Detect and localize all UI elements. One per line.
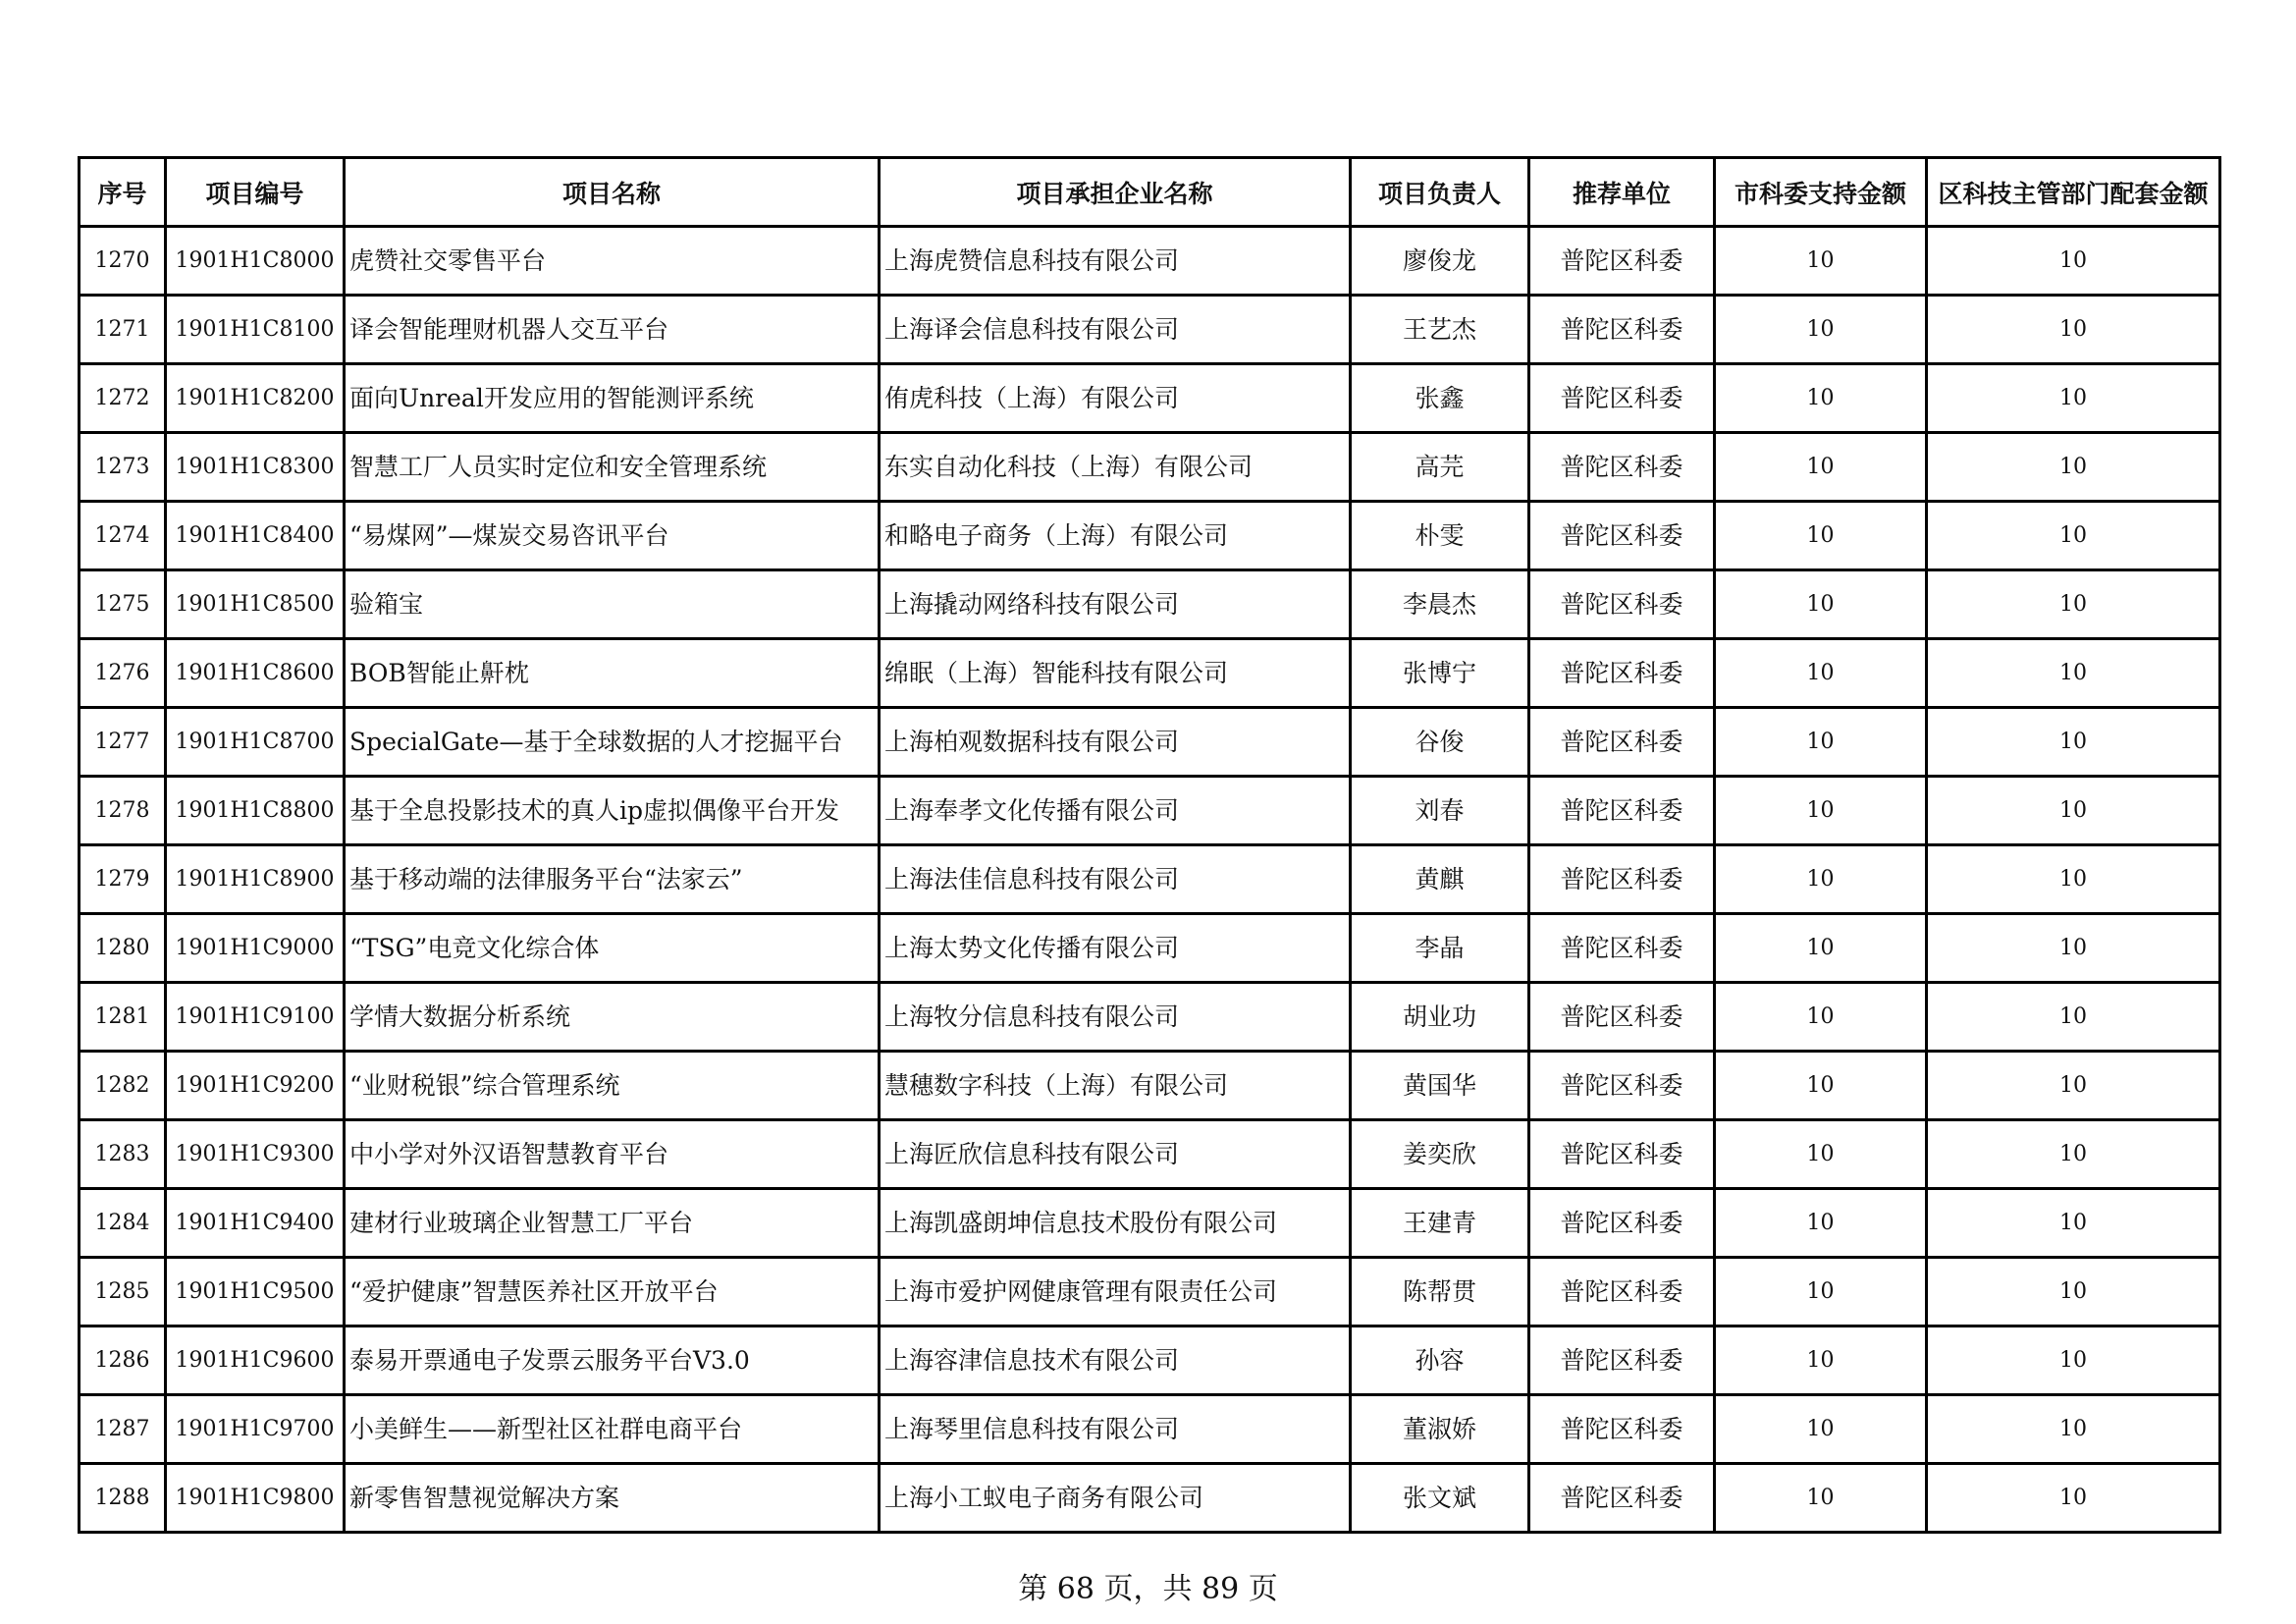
cell-index: 1272 [80, 364, 166, 433]
cell-recommender: 普陀区科委 [1529, 364, 1715, 433]
table-row [80, 433, 2220, 502]
cell-recommender: 普陀区科委 [1529, 777, 1715, 845]
cell-project-code: 1901H1C9300 [166, 1120, 345, 1189]
cell-district-matching-amount: 10 [1927, 364, 2220, 433]
cell-project-lead: 董淑娇 [1351, 1395, 1529, 1464]
cell-project-name: “TSG”电竞文化综合体 [345, 914, 880, 983]
cell-project-code: 1901H1C8400 [166, 502, 345, 570]
cell-index: 1281 [80, 983, 166, 1052]
cell-project-lead: 孙容 [1351, 1326, 1529, 1395]
cell-project-name: 基于移动端的法律服务平台“法家云” [345, 845, 880, 914]
cell-recommender: 普陀区科委 [1529, 227, 1715, 296]
cell-project-name: 虎赞社交零售平台 [345, 227, 880, 296]
cell-project-lead: 张博宁 [1351, 639, 1529, 708]
cell-recommender: 普陀区科委 [1529, 914, 1715, 983]
cell-district-matching-amount: 10 [1927, 1189, 2220, 1258]
cell-company-name: 上海市爱护网健康管理有限责任公司 [880, 1258, 1351, 1326]
cell-index: 1270 [80, 227, 166, 296]
cell-city-support-amount: 10 [1715, 1395, 1927, 1464]
cell-city-support-amount: 10 [1715, 433, 1927, 502]
cell-project-name: 验箱宝 [345, 570, 880, 639]
cell-index: 1279 [80, 845, 166, 914]
cell-project-lead: 刘春 [1351, 777, 1529, 845]
cell-city-support-amount: 10 [1715, 1258, 1927, 1326]
cell-company-name: 慧穗数字科技（上海）有限公司 [880, 1052, 1351, 1120]
cell-city-support-amount: 10 [1715, 296, 1927, 364]
cell-district-matching-amount: 10 [1927, 227, 2220, 296]
footer-prefix: 第 [1018, 1572, 1057, 1606]
cell-city-support-amount: 10 [1715, 914, 1927, 983]
cell-project-name: “爱护健康”智慧医养社区开放平台 [345, 1258, 880, 1326]
cell-recommender: 普陀区科委 [1529, 570, 1715, 639]
cell-recommender: 普陀区科委 [1529, 1258, 1715, 1326]
header-city-support-amount: 市科委支持金额 [1715, 158, 1927, 227]
cell-index: 1284 [80, 1189, 166, 1258]
cell-project-code: 1901H1C9700 [166, 1395, 345, 1464]
cell-company-name: 上海琴里信息科技有限公司 [880, 1395, 1351, 1464]
cell-city-support-amount: 10 [1715, 845, 1927, 914]
cell-project-code: 1901H1C8800 [166, 777, 345, 845]
cell-project-lead: 陈帮贯 [1351, 1258, 1529, 1326]
cell-recommender: 普陀区科委 [1529, 1052, 1715, 1120]
cell-district-matching-amount: 10 [1927, 983, 2220, 1052]
cell-company-name: 上海小工蚁电子商务有限公司 [880, 1464, 1351, 1533]
cell-project-name: “业财税银”综合管理系统 [345, 1052, 880, 1120]
cell-company-name: 上海太势文化传播有限公司 [880, 914, 1351, 983]
cell-project-name: 小美鲜生——新型社区社群电商平台 [345, 1395, 880, 1464]
cell-project-code: 1901H1C9400 [166, 1189, 345, 1258]
cell-index: 1278 [80, 777, 166, 845]
cell-project-lead: 王建青 [1351, 1189, 1529, 1258]
cell-index: 1283 [80, 1120, 166, 1189]
cell-company-name: 上海撬动网络科技有限公司 [880, 570, 1351, 639]
table-row [80, 1395, 2220, 1464]
cell-project-lead: 李晨杰 [1351, 570, 1529, 639]
table-row [80, 1326, 2220, 1395]
cell-project-code: 1901H1C8500 [166, 570, 345, 639]
cell-project-lead: 姜奕欣 [1351, 1120, 1529, 1189]
cell-index: 1277 [80, 708, 166, 777]
cell-project-code: 1901H1C8700 [166, 708, 345, 777]
cell-city-support-amount: 10 [1715, 364, 1927, 433]
cell-company-name: 上海虎赞信息科技有限公司 [880, 227, 1351, 296]
cell-index: 1285 [80, 1258, 166, 1326]
cell-index: 1273 [80, 433, 166, 502]
cell-project-name: 中小学对外汉语智慧教育平台 [345, 1120, 880, 1189]
project-table-container [78, 156, 2218, 1534]
cell-company-name: 东实自动化科技（上海）有限公司 [880, 433, 1351, 502]
table-row [80, 227, 2220, 296]
cell-project-code: 1901H1C8100 [166, 296, 345, 364]
cell-recommender: 普陀区科委 [1529, 433, 1715, 502]
cell-district-matching-amount: 10 [1927, 1395, 2220, 1464]
cell-index: 1271 [80, 296, 166, 364]
header-project-code: 项目编号 [166, 158, 345, 227]
table-row [80, 502, 2220, 570]
cell-recommender: 普陀区科委 [1529, 502, 1715, 570]
cell-project-code: 1901H1C8900 [166, 845, 345, 914]
cell-project-code: 1901H1C8200 [166, 364, 345, 433]
cell-company-name: 上海译会信息科技有限公司 [880, 296, 1351, 364]
cell-project-code: 1901H1C9800 [166, 1464, 345, 1533]
cell-index: 1288 [80, 1464, 166, 1533]
cell-project-lead: 朴雯 [1351, 502, 1529, 570]
cell-project-lead: 张文斌 [1351, 1464, 1529, 1533]
cell-project-code: 1901H1C9500 [166, 1258, 345, 1326]
header-project-lead: 项目负责人 [1351, 158, 1529, 227]
cell-district-matching-amount: 10 [1927, 1120, 2220, 1189]
cell-project-lead: 王艺杰 [1351, 296, 1529, 364]
cell-city-support-amount: 10 [1715, 502, 1927, 570]
cell-project-name: 学情大数据分析系统 [345, 983, 880, 1052]
header-company-name: 项目承担企业名称 [880, 158, 1351, 227]
cell-city-support-amount: 10 [1715, 1464, 1927, 1533]
cell-city-support-amount: 10 [1715, 639, 1927, 708]
cell-recommender: 普陀区科委 [1529, 983, 1715, 1052]
header-recommender: 推荐单位 [1529, 158, 1715, 227]
cell-district-matching-amount: 10 [1927, 1052, 2220, 1120]
cell-city-support-amount: 10 [1715, 1189, 1927, 1258]
cell-project-code: 1901H1C9600 [166, 1326, 345, 1395]
cell-company-name: 上海匠欣信息科技有限公司 [880, 1120, 1351, 1189]
cell-company-name: 上海牧分信息科技有限公司 [880, 983, 1351, 1052]
table-row [80, 296, 2220, 364]
cell-project-lead: 张鑫 [1351, 364, 1529, 433]
cell-project-name: 新零售智慧视觉解决方案 [345, 1464, 880, 1533]
cell-recommender: 普陀区科委 [1529, 296, 1715, 364]
footer-suffix: 页 [1239, 1572, 1278, 1606]
header-district-matching-amount: 区科技主管部门配套金额 [1927, 158, 2220, 227]
cell-district-matching-amount: 10 [1927, 639, 2220, 708]
cell-index: 1287 [80, 1395, 166, 1464]
cell-district-matching-amount: 10 [1927, 1326, 2220, 1395]
cell-index: 1275 [80, 570, 166, 639]
table-row [80, 1464, 2220, 1533]
table-row [80, 639, 2220, 708]
cell-project-code: 1901H1C8600 [166, 639, 345, 708]
cell-index: 1274 [80, 502, 166, 570]
cell-project-lead: 高芫 [1351, 433, 1529, 502]
cell-company-name: 和略电子商务（上海）有限公司 [880, 502, 1351, 570]
table-row [80, 364, 2220, 433]
cell-index: 1286 [80, 1326, 166, 1395]
cell-project-code: 1901H1C9000 [166, 914, 345, 983]
table-header-row [80, 158, 2220, 227]
table-body [80, 227, 2220, 1533]
footer-middle: 页，共 [1094, 1572, 1202, 1606]
cell-project-lead: 谷俊 [1351, 708, 1529, 777]
cell-company-name: 上海柏观数据科技有限公司 [880, 708, 1351, 777]
cell-project-code: 1901H1C9200 [166, 1052, 345, 1120]
cell-city-support-amount: 10 [1715, 227, 1927, 296]
cell-city-support-amount: 10 [1715, 570, 1927, 639]
cell-project-name: 面向Unreal开发应用的智能测评系统 [345, 364, 880, 433]
cell-index: 1282 [80, 1052, 166, 1120]
cell-district-matching-amount: 10 [1927, 570, 2220, 639]
table-row [80, 914, 2220, 983]
cell-project-lead: 胡业功 [1351, 983, 1529, 1052]
table-row [80, 983, 2220, 1052]
cell-index: 1276 [80, 639, 166, 708]
table-row [80, 1258, 2220, 1326]
header-index: 序号 [80, 158, 166, 227]
cell-city-support-amount: 10 [1715, 1326, 1927, 1395]
cell-recommender: 普陀区科委 [1529, 845, 1715, 914]
cell-recommender: 普陀区科委 [1529, 1395, 1715, 1464]
cell-project-name: 泰易开票通电子发票云服务平台V3.0 [345, 1326, 880, 1395]
cell-district-matching-amount: 10 [1927, 845, 2220, 914]
cell-recommender: 普陀区科委 [1529, 1326, 1715, 1395]
footer-page-number: 68 [1056, 1572, 1095, 1606]
cell-recommender: 普陀区科委 [1529, 1189, 1715, 1258]
cell-project-name: 基于全息投影技术的真人ip虚拟偶像平台开发 [345, 777, 880, 845]
cell-district-matching-amount: 10 [1927, 502, 2220, 570]
cell-company-name: 侑虎科技（上海）有限公司 [880, 364, 1351, 433]
header-project-name: 项目名称 [345, 158, 880, 227]
cell-district-matching-amount: 10 [1927, 296, 2220, 364]
cell-district-matching-amount: 10 [1927, 777, 2220, 845]
cell-project-code: 1901H1C9100 [166, 983, 345, 1052]
page-footer [0, 1564, 2296, 1607]
cell-district-matching-amount: 10 [1927, 1258, 2220, 1326]
cell-company-name: 上海奉孝文化传播有限公司 [880, 777, 1351, 845]
table-row [80, 708, 2220, 777]
cell-project-lead: 黄国华 [1351, 1052, 1529, 1120]
cell-district-matching-amount: 10 [1927, 914, 2220, 983]
footer-total-pages: 89 [1201, 1572, 1240, 1606]
cell-recommender: 普陀区科委 [1529, 639, 1715, 708]
cell-project-name: 智慧工厂人员实时定位和安全管理系统 [345, 433, 880, 502]
cell-recommender: 普陀区科委 [1529, 708, 1715, 777]
cell-company-name: 上海凯盛朗坤信息技术股份有限公司 [880, 1189, 1351, 1258]
cell-project-lead: 李晶 [1351, 914, 1529, 983]
cell-company-name: 上海容津信息技术有限公司 [880, 1326, 1351, 1395]
cell-project-lead: 廖俊龙 [1351, 227, 1529, 296]
cell-index: 1280 [80, 914, 166, 983]
cell-project-name: 建材行业玻璃企业智慧工厂平台 [345, 1189, 880, 1258]
cell-recommender: 普陀区科委 [1529, 1464, 1715, 1533]
table-row [80, 1189, 2220, 1258]
cell-city-support-amount: 10 [1715, 777, 1927, 845]
cell-company-name: 上海法佳信息科技有限公司 [880, 845, 1351, 914]
cell-project-name: “易煤网”—煤炭交易咨讯平台 [345, 502, 880, 570]
cell-district-matching-amount: 10 [1927, 1464, 2220, 1533]
cell-city-support-amount: 10 [1715, 708, 1927, 777]
cell-district-matching-amount: 10 [1927, 433, 2220, 502]
table-row [80, 570, 2220, 639]
table-row [80, 1052, 2220, 1120]
cell-project-name: BOB智能止鼾枕 [345, 639, 880, 708]
cell-city-support-amount: 10 [1715, 1052, 1927, 1120]
cell-project-name: 译会智能理财机器人交互平台 [345, 296, 880, 364]
cell-city-support-amount: 10 [1715, 983, 1927, 1052]
project-table [78, 156, 2221, 1534]
cell-project-code: 1901H1C8000 [166, 227, 345, 296]
table-row [80, 1120, 2220, 1189]
table-row [80, 845, 2220, 914]
cell-project-code: 1901H1C8300 [166, 433, 345, 502]
cell-recommender: 普陀区科委 [1529, 1120, 1715, 1189]
cell-project-lead: 黄麒 [1351, 845, 1529, 914]
cell-company-name: 绵眠（上海）智能科技有限公司 [880, 639, 1351, 708]
cell-city-support-amount: 10 [1715, 1120, 1927, 1189]
cell-project-name: SpecialGate—基于全球数据的人才挖掘平台 [345, 708, 880, 777]
table-row [80, 777, 2220, 845]
cell-district-matching-amount: 10 [1927, 708, 2220, 777]
